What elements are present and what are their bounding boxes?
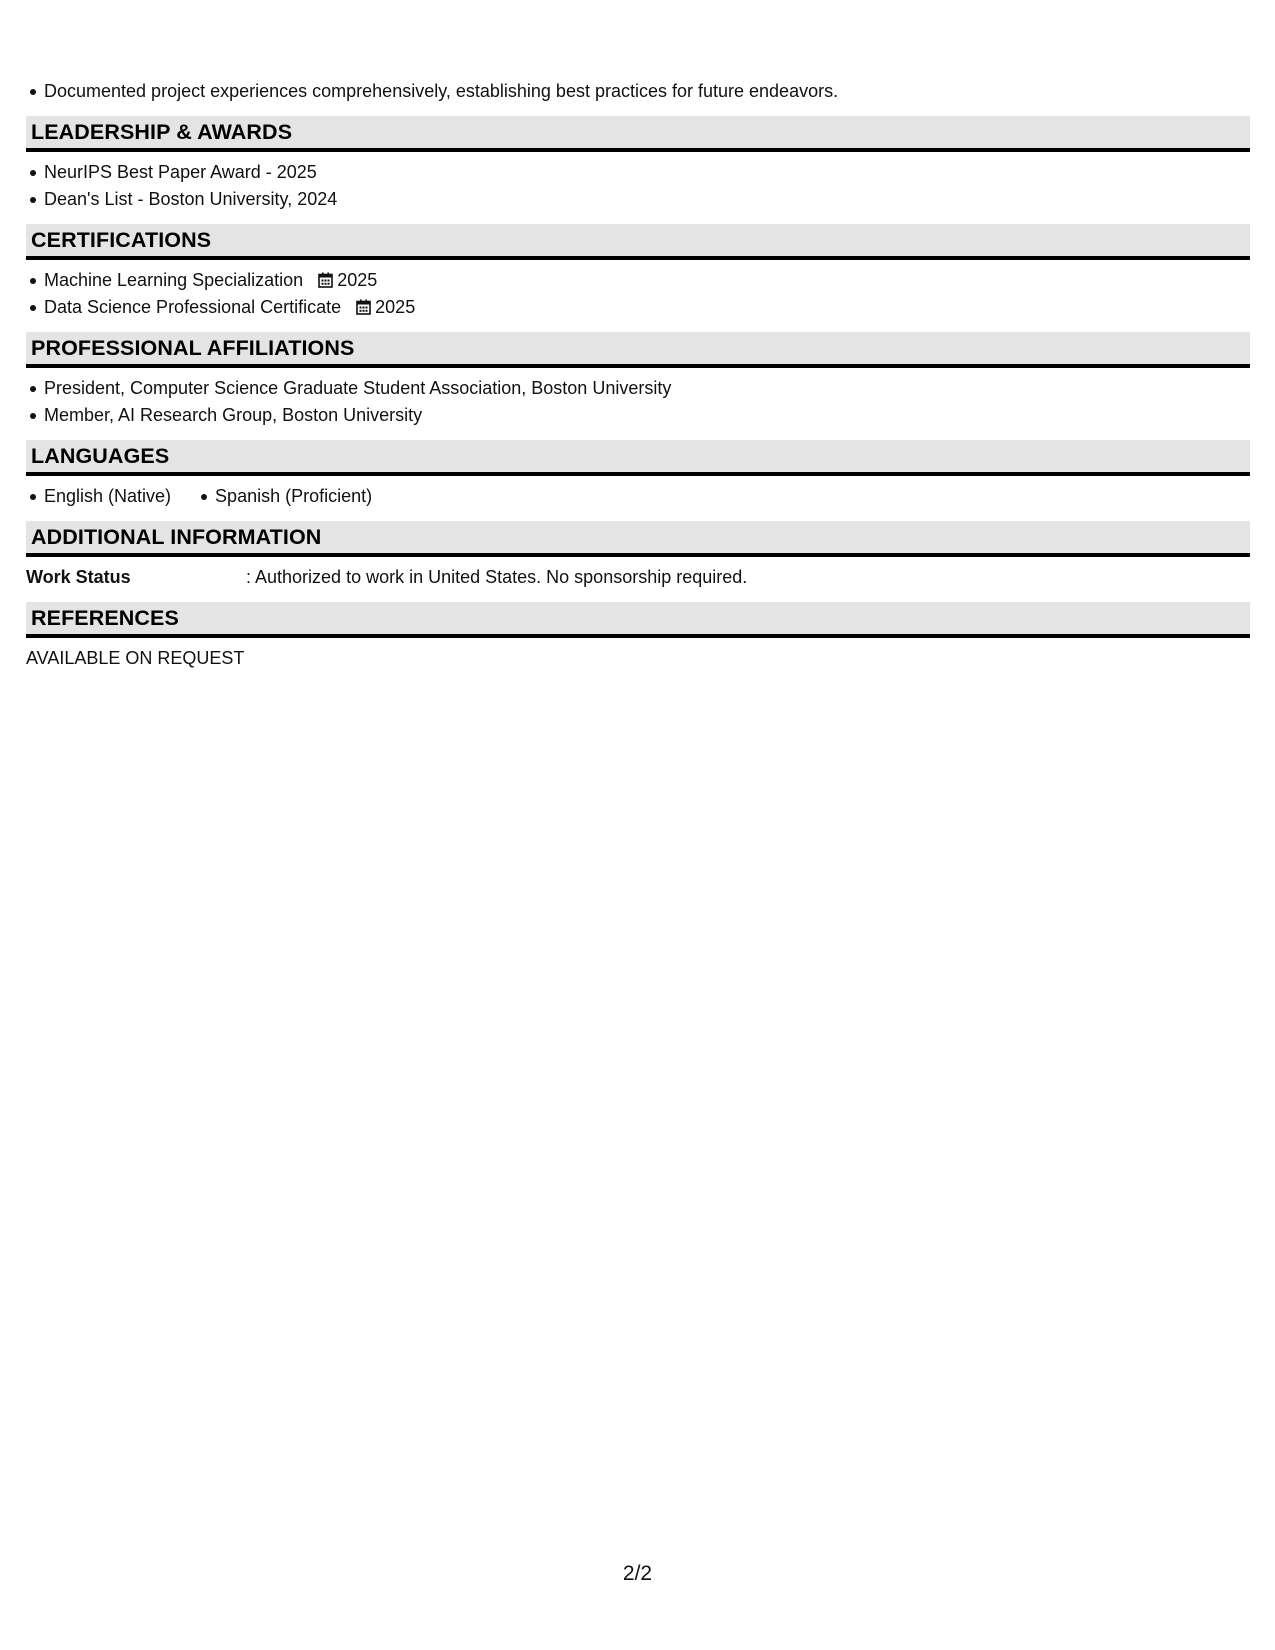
list-item: NeurIPS Best Paper Award - 2025 [44,159,1250,186]
page-number: 2/2 [622,1562,653,1585]
section-header-certifications: CERTIFICATIONS [26,224,1250,260]
work-status-label: Work Status [26,567,131,587]
calendar-icon [318,269,333,285]
certification-name: Machine Learning Specialization [44,270,304,290]
calendar-icon [356,296,371,312]
certification-year: 2025 [375,297,416,317]
list-item: Dean's List - Boston University, 2024 [44,186,1250,213]
certifications-list [26,267,1250,321]
references-text: AVAILABLE ON REQUEST [26,648,245,668]
list-item [44,267,1250,294]
section-header-references: REFERENCES [26,602,1250,638]
list-item: Member, AI Research Group, Boston University [44,402,1250,429]
intro-list [26,78,1250,105]
section-header-affiliations: PROFESSIONAL AFFILIATIONS [26,332,1250,368]
work-status-value: : Authorized to work in United States. No sponsorship required. [246,567,748,587]
list-item [44,294,1250,321]
leadership-list [26,159,1250,213]
work-status-row [26,564,1250,591]
resume-page [26,78,1250,672]
list-item: President, Computer Science Graduate Student Association, Boston University [44,375,1250,402]
language-item: English (Native) [44,483,171,510]
languages-list [26,483,1250,510]
certification-year: 2025 [337,270,378,290]
section-header-leadership: LEADERSHIP & AWARDS [26,116,1250,152]
affiliations-list [26,375,1250,429]
section-header-additional: ADDITIONAL INFORMATION [26,521,1250,557]
list-item: Documented project experiences comprehensively, establishing best practices for future endeavors. [44,78,1250,105]
language-item: Spanish (Proficient) [215,483,372,510]
certification-name: Data Science Professional Certificate [44,297,342,317]
section-header-languages: LANGUAGES [26,440,1250,476]
